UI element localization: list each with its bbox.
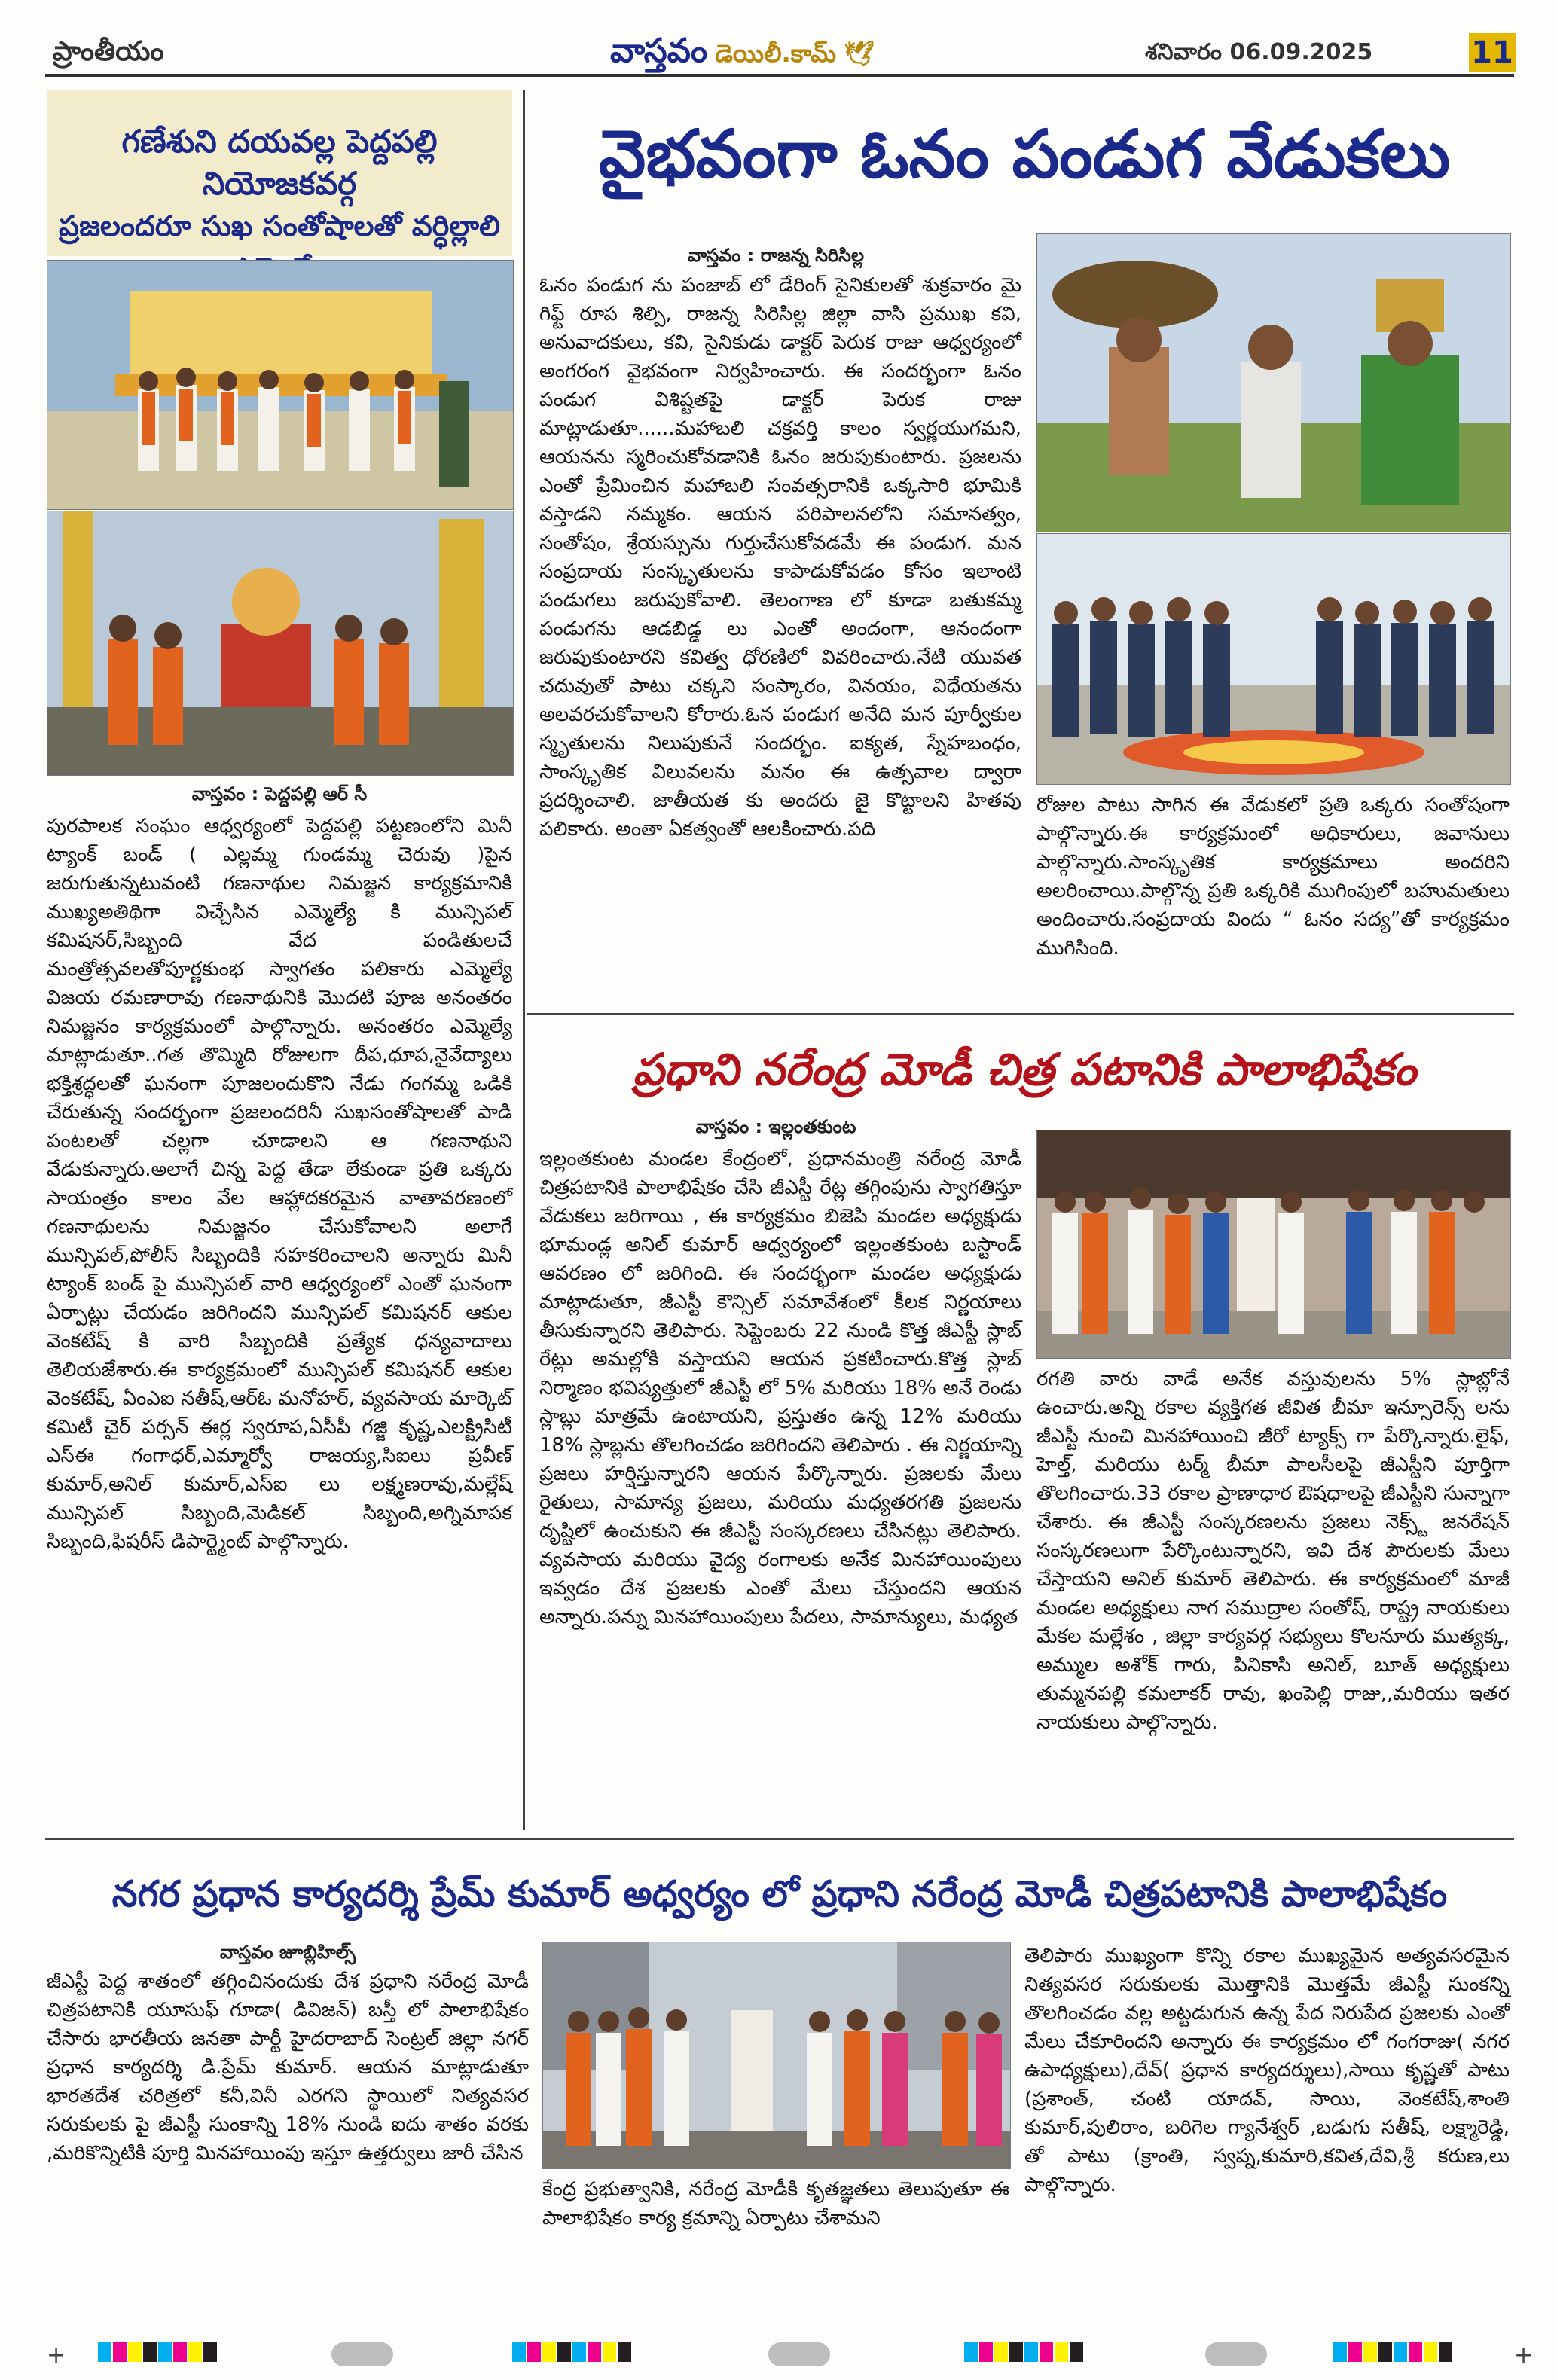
swatch-yellow-2 <box>188 2342 202 2362</box>
story1-photo-stage <box>47 260 514 510</box>
story3-body-col1: ఇల్లంతకుంట మండల కేంద్రంలో, ప్రధానమంత్రి నరేంద్ర మోడీ చిత్రపటానికి పాలాభిషేకం చేసి జీఎస్టీ రేట్ల తగ్గింపును స్వాగతిస్తూ వేడుకలు జరిగాయి , ఈ కార్యక్రమం బిజెపి మండల అధ్యక్షుడు భూమండ్ల అనిల్ కుమార్ ఆధ్వర్యంలో ఇల్లంతకుంట బస్టాండ్ ఆవరణం లో జరిగింది. ఈ సందర్భంగా మండల అధ్యక్షుడు మాట్లాడుతూ, జీఎస్టీ కౌన్సిల్ సమావేశంలో కీలక నిర్ణయాలు తీసుకున్నారని తెలిపారు. సెప్టెంబరు 22 నుండి కొత్త జీఎస్టీ స్లాబ్ రేట్లు అమల్లోకి వస్తాయని ఆయన ప్రకటించారు.కొత్త స్లాబ్ నిర్మాణం భవిష్యత్తులో జీఎస్టీ లో 5% మరియు 18% అనే రెండు స్లాబ్లు మాత్రమే ఉంటాయని, ప్రస్తుతం ఉన్న 12% మరియు 18% స్లాబ్లను తొలగించడం జరిగిందని తెలిపారు . ఈ నిర్ణయాన్ని ప్రజలు హర్షిస్తున్నారని ఆయన పేర్కొన్నారు. ప్రజలకు మేలు రైతులు, సామాన్య ప్రజలు, మరియు మధ్యతరగతి ప్రజలను దృష్టిలో ఉంచుకుని ఈ జీఎస్టీ సంస్కరణలు చేసినట్లు తెలిపారు. వ్యవసాయ మరియు వైద్య రంగాలకు అనేక మినహాయింపులు ఇవ్వడం దేశ ప్రజలకు ఎంతో మేలు చేస్తుందని ఆయన అన్నారు.పన్ను మినహాయింపులు పేదలు, సామాన్యులు, మధ్యత <box>539 1148 1021 1628</box>
swatch-cyan <box>98 2342 111 2362</box>
page-number: 11 <box>1469 33 1516 72</box>
story4-body-col3: తెలిపారు ముఖ్యంగా కొన్ని రకాల ముఖ్యమైన అత్యవసరమైన నిత్యవసర సరుకులకు మొత్తానికి మొత్తమే జీఎస్టీ సుంకన్ని తొలగించడం వల్ల అట్టడుగున ఉన్న పేద నిరుపేద ప్రజలకు ఎంతో మేలు చేకూరిందని అన్నారు ఈ కార్యక్రమం లో గంగరాజు( నగర ఉపాధ్యక్షులు),దేవ్( ప్రధాన కార్యదర్శులు),సాయి కృష్ణతో పాటు (ప్రశాంత్, చంటి యాదవ్, సాయి, వెంకటేష్,శాంతి కుమార్,పులిరాం, బరిగెల గ్యానేశ్వర్ ,బడుగు సతీష్, లక్ష్మారెడ్డి, తో పాటు (క్రాంతి, స్వప్న,కుమారి,కవిత,దేవి,శ్రీ కరుణ,లు పాల్గొన్నారు. <box>1024 1945 1510 2196</box>
register-pill-2 <box>768 2342 830 2366</box>
swatch-black-2 <box>203 2342 217 2362</box>
story4-headline: నగర ప్రధాన కార్యదర్శి ప్రేమ్ కుమార్ అధ్వర్యం లో ప్రధాని నరేంద్ర మోడీ చిత్రపటానికి పాలాభిషేకం <box>111 1873 1448 1915</box>
swatch-magenta <box>113 2342 127 2362</box>
register-pill-1 <box>331 2342 393 2366</box>
story4-photo-group <box>542 1942 1011 2169</box>
swatch-magenta-2 <box>173 2342 187 2362</box>
swatch-cyan-2 <box>158 2342 172 2362</box>
bird-icon: 🕊 <box>844 39 875 68</box>
story1-headline-line2: ప్రజలందరూ సుఖ సంతోషాలతో వర్ధిల్లాలి <box>59 209 500 243</box>
story2-headline: వైభవంగా ఓనం పండుగ వేడుకలు <box>598 115 1451 193</box>
story4-caption: కేంద్ర ప్రభుత్వానికి, నరేంద్ర మోడీకి కృతజ్ఞతలు తెలుపుతూ ఈ పాలాభిషేకం కార్య క్రమాన్ని ఏర్పాటు చేశామని <box>542 2178 1009 2229</box>
newspaper-logo: వాస్తవం డెయిలీ.కామ్ 🕊 <box>610 32 875 70</box>
story3-photo-group <box>1036 1130 1511 1359</box>
story2-body-col2: రోజుల పాటు సాగిన ఈ వేడుకలో ప్రతి ఒక్కరు సంతోషంగా పాల్గొన్నారు.ఈ కార్యక్రమంలో అధికారులు, జవానులు పాల్గొన్నారు.సాంస్కృతిక కార్యక్రమాలు అందరిని అలరించాయి.పాల్గొన్న ప్రతి ఒక్కరికి ముగింపులో బహుమతులు అందించారు.సంప్రదాయ విందు “ ఓనం సద్య”తో కార్యక్రమం ముగిసింది. <box>1036 794 1510 960</box>
color-bar-1 <box>98 2342 218 2365</box>
story2-body-col1: ఓనం పండుగ ను పంజాబ్ లో డేరింగ్ సైనికులతో శుక్రవారం మై గిఫ్ట్ రూప శిల్పి, రాజన్న సిరిసిల్ల జిల్లా వాసి ప్రముఖ కవి, అనువాదకులు, కవి, సైనికుడు డాక్టర్ పెరుక రాజు ఆధ్వర్యంలో అంగరంగ వైభవంగా నిర్వహించారు. ఈ సందర్భంగా ఓనం పండుగ విశిష్టతపై డాక్టర్ పెరుక రాజు మాట్లాడుతూ......మహాబలి చక్రవర్తి కాలం స్వర్ణయుగమని, ఆయనను స్మరించుకోవడానికి ఓనం జరుపుకుంటారు. ప్రజలను ఎంతో ప్రేమించిన మహాబలి సంవత్సరానికి ఒక్కసారి భూమికి వస్తాడని నమ్మకం. ఆయన పరిపాలనలోని సమానత్వం, సంతోషం, శ్రేయస్సును గుర్తుచేసుకోవడమే ఈ పండుగ. మన సంప్రదాయ సంస్కృతులను కాపాడుకోవడం కోసం ఇలాంటి పండుగలు జరుపుకోవాలి. తెలంగాణ లో కూడా బతుకమ్మ పండుగను ఆడబిడ్డ లు ఎంతో అందంగా, ఆనందంగా జరుపుకుంటారని కవిత్వ ధోరణిలో వివరించారు.నేటి యువత చదువుతో పాటు చక్కని సంస్కారం, వినయం, విధేయతను అలవరచుకోవాలని కోరారు.ఓన పండుగ అనేది మన పూర్వీకుల స్మృతులను నిలుపుకునే సందర్భం. ఐక్యత, స్నేహబంధం, సాంస్కృతిక విలువలను మనం ఈ ఉత్సవాల ద్వారా ప్రదర్శించాలి. జాతీయత కు అందరు జై కొట్టాలని హితవు పలికారు. అంతా ఏకత్వంతో ఆలకించారు.పది <box>539 274 1021 841</box>
logo-sub: డెయిలీ.కామ్ <box>715 39 837 68</box>
story2-photo-group <box>1036 533 1511 785</box>
section-name: ప్రాంతీయం <box>53 36 164 67</box>
story1-headline <box>47 90 512 256</box>
story1-headline-line1: గణేశుని దయవల్ల పెద్దపల్లి నియోజకవర్గ <box>121 123 438 202</box>
swatch-yellow <box>128 2342 142 2362</box>
masthead <box>0 0 1557 75</box>
color-bar-3 <box>964 2342 1085 2365</box>
story4-dateline: వాస్తవం జూబ్లిహిల్స్ <box>220 1942 356 1963</box>
story3-body-col2: రగతి వారు వాడే అనేక వస్తువులను 5% స్లాబ్లోనే ఉంచారు.అన్ని రకాల వ్యక్తిగత జీవిత బీమా ఇన్సూరెన్స్ లను జీఎస్టీ నుంచి మినహాయించి జీరో ట్యాక్స్ గా పేర్కొన్నారు.లైఫ్, హెల్త్, మరియు టర్మ్ బీమా పాలసీలపై జీఎస్టీని పూర్తిగా తొలగించారు.33 రకాల ప్రాణాధార ఔషధాలపై జీఎస్టీని సున్నాగా చేశారు. ఈ జీఎస్టీ సంస్కరణలను ప్రజలు నెక్స్ట్ జనరేషన్ సంస్కరణలుగా పేర్కొంటున్నారని, ఇవి దేశ పౌరులకు మేలు చేస్తాయని అనిల్ కుమార్ తెలిపారు. ఈ కార్యక్రమంలో మాజీ మండల అధ్యక్షులు నాగ సముద్రాల సంతోష్, రాష్ట్ర నాయకులు మేకల మల్లేశం , జిల్లా కార్యవర్గ సభ్యులు కొలనూరు ముత్యక్క, అమ్ముల అశోక్ గారు, పినికాసి అనిల్, బూత్ అధ్యక్షులు తుమ్మనపల్లి కమలాకర్ రావు, ఖంపెల్లి రాజు,,మరియు ఇతర నాయకులు పాల్గొన్నారు. <box>1036 1368 1510 1734</box>
swatch-black <box>143 2342 157 2362</box>
column-divider-left <box>523 90 525 1830</box>
story1-photo-immersion <box>47 511 514 776</box>
issue-date: శనివారం 06.09.2025 <box>1145 39 1373 66</box>
story1-body: పురపాలక సంఘం ఆధ్వర్యంలో పెద్దపల్లి పట్టణంలోని మినీ ట్యాంక్ బండ్ ( ఎల్లమ్మ గుండమ్మ చెరువు )పైన జరుగుతున్నటువంటి గణనాథుల నిమజ్జన కార్యక్రమానికి ముఖ్యఅతిథిగా విచ్చేసిన ఎమ్మెల్యే కి మున్సిపల్ కమిషనర్,సిబ్బంది వేద పండితులచే మంత్రోత్సవలతోపూర్ణకుంభ స్వాగతం పలికారు ఎమ్మెల్యే విజయ రమణారావు గణనాథునికి మొదటి పూజ అనంతరం నిమజ్జనం కార్యక్రమంలో పాల్గొన్నారు. అనంతరం ఎమ్మెల్యే మాట్లాడుతూ..గత తొమ్మిది రోజులగా దీప,ధూప,నైవేద్యాలు భక్తిశ్రద్ధలతో ఘనంగా పూజలందుకొని నేడు గంగమ్మ ఒడికి చేరుతున్న సందర్భంగా ప్రజలందరినీ సుఖసంతోషాలతో పాడి పంటలతో చల్లగా చూడాలని ఆ గణనాథుని వేడుకున్నారు.అలాగే చిన్న పెద్ద తేడా లేకుండా ప్రతి ఒక్కరు సాయంత్రం కాలం వేల ఆహ్లాదకరమైన వాతావరణంలో గణనాథులను నిమజ్జనం చేసుకోవాలని అలాగే మున్సిపల్,పోలీస్ సిబ్బందికి సహకరించాలని అన్నారు మినీ ట్యాంక్ బండ్ పై మున్సిపల్ వారి ఆధ్వర్యంలో ఎంతో ఘనంగా ఏర్పాట్లు చేయడం జరిగిందని మున్సిపల్ కమిషనర్ ఆకుల వెంకటేష్ కి వారి సిబ్బందికి ప్రత్యేక ధన్యవాదాలు తెలియజేశారు.ఈ కార్యక్రమంలో మున్సిపల్ కమిషనర్ ఆకుల వెంకటేష్, ఏంఎఐ నతీష్,ఆర్ఓ మనోహర్, వ్యవసాయ మార్కెట్ కమిటీ చైర్ పర్సన్ ఈర్ల స్వరూప,ఏసీపీ గజ్జి కృష్ణ,ఎలక్ట్రిసిటీ ఎస్ఈ గంగాధర్,ఎమ్మార్వో రాజయ్య,సిఐలు ప్రవీణ్ కుమార్,అనిల్ కుమార్,ఎస్ఐ లు లక్ష్మణరావు,మల్లేష్ మున్సిపల్ సిబ్బంది,మెడికల్ సిబ్బంది,అగ్నిమాపక సిబ్బంది,ఫిషరీస్ డిపార్ట్మెంట్ పాల్గొన్నారు. <box>47 815 512 1553</box>
registration-crosshair-left: + <box>47 2342 66 2369</box>
story3-dateline: వాస్తవం : ఇల్లంతకుంట <box>695 1116 856 1137</box>
story3-headline: ప్రధాని నరేంద్ర మోడీ చిత్ర పటానికి పాలాభిషేకం <box>633 1044 1416 1095</box>
color-bar-4 <box>1333 2342 1454 2365</box>
registration-crosshair-right: + <box>1514 2342 1534 2369</box>
story4-body-col1: జీఎస్టీ పెద్ద శాతంలో తగ్గించినందుకు దేశ ప్రధాని నరేంద్ర మోడీ చిత్రపటానికి యూసుఫ్ గూడా( డివిజన్) బస్తీ లో పాలాభిషేకం చేసారు భారతీయ జనతా పార్టీ హైదరాబాద్ సెంట్రల్ జిల్లా నగర్ ప్రధాన కార్యదర్శి డి.ప్రేమ్ కుమార్. ఆయన మాట్లాడుతూ భారతదేశ చరిత్రలో కనీ,వినీ ఎరగని స్థాయిలో నిత్యవసర సరుకులకు పై జీఎస్టీ సుంకాన్ని 18% నుండి ఐదు శాతం వరకు ,మరికొన్నిటికి పూర్తి మినహాయింపు ఇస్తూ ఉత్తర్వులు జారీ చేసిన <box>47 1970 529 2165</box>
register-pill-3 <box>1205 2342 1267 2366</box>
story2-dateline: వాస్తవం : రాజన్న సిరిసిల్ల <box>687 245 865 266</box>
story2-photo-costumes <box>1036 233 1511 532</box>
color-bar-2 <box>512 2342 633 2365</box>
divider-story4 <box>45 1838 1514 1840</box>
header-rule <box>45 74 1514 77</box>
story1-dateline: వాస్తవం : పెద్దపల్లి ఆర్ సీ <box>191 783 368 804</box>
divider-story2-story3 <box>527 1013 1514 1015</box>
